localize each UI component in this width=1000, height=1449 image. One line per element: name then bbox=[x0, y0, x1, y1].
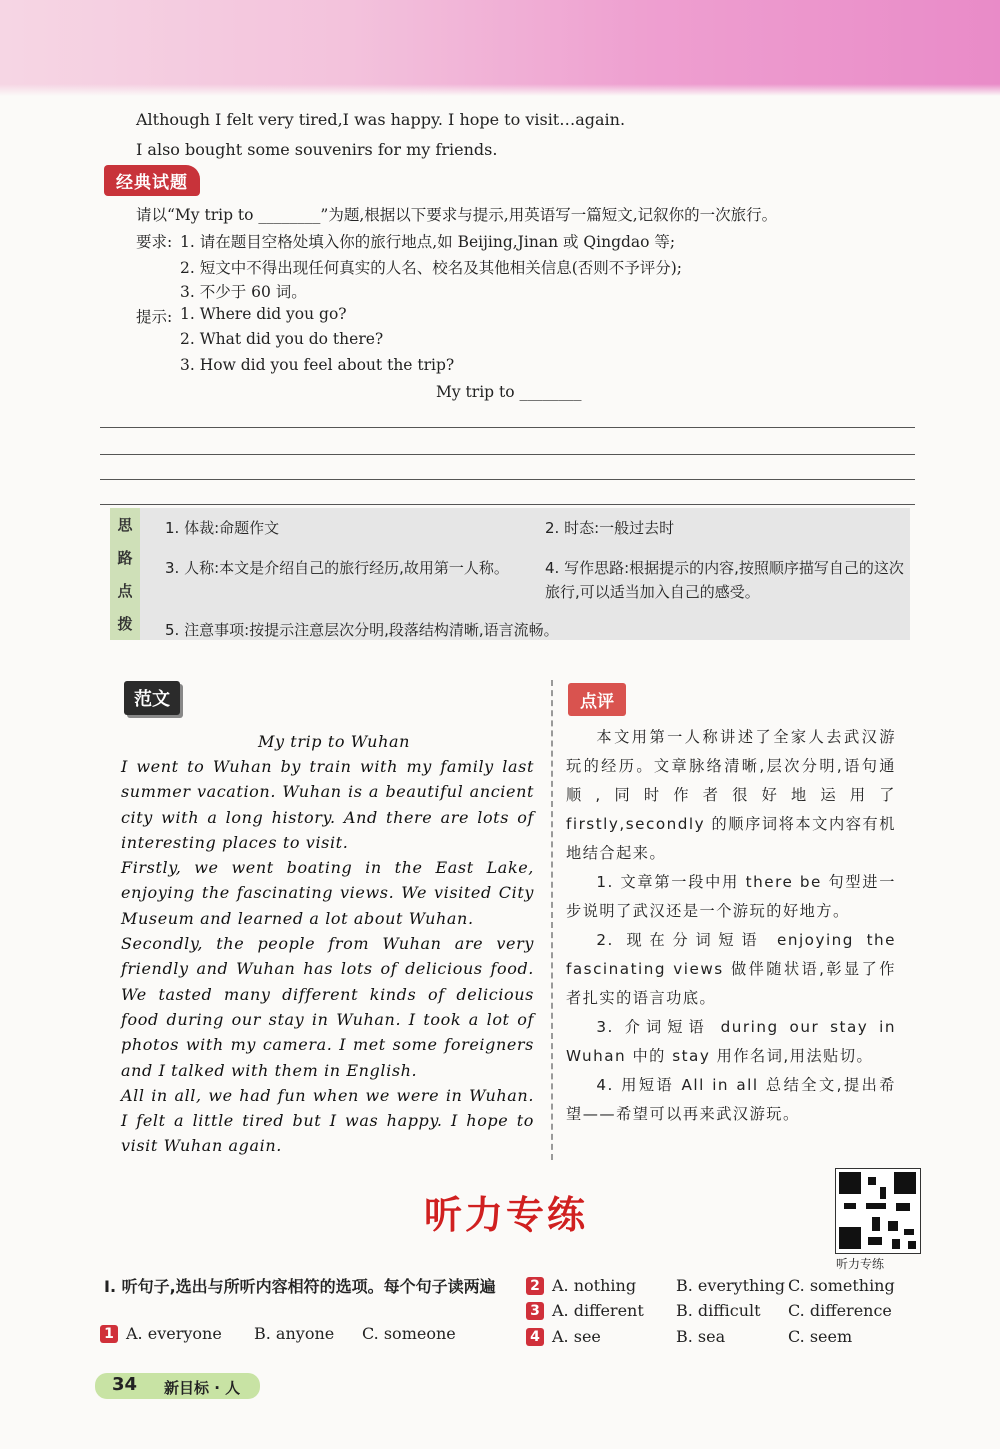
column-divider bbox=[551, 680, 553, 1160]
question-number: 4 bbox=[526, 1328, 544, 1346]
tips-side-label bbox=[110, 508, 140, 640]
option-1a[interactable]: A. everyone bbox=[126, 1324, 222, 1343]
qr-code[interactable] bbox=[835, 1168, 921, 1254]
option-3c[interactable]: C. difference bbox=[788, 1301, 892, 1320]
hint-2: 2. What did you do there? bbox=[180, 330, 384, 348]
question-2 bbox=[526, 1275, 548, 1295]
header-line-1: Although I felt very tired,I was happy. I hope to visit…again. bbox=[136, 110, 626, 129]
option-1b[interactable]: B. anyone bbox=[254, 1324, 335, 1343]
model-paragraph: I went to Wuhan by train with my family last summer vacation. Wuhan is a beautiful ancient city with a long history. And there are lots of interesting places to visit. bbox=[121, 757, 534, 852]
writing-line-4 bbox=[100, 504, 915, 505]
hint-1: 1. Where did you go? bbox=[180, 305, 347, 323]
exercise-tag: 经典试题 bbox=[104, 165, 200, 196]
question-number: 3 bbox=[526, 1302, 544, 1320]
question-3 bbox=[526, 1300, 548, 1320]
model-essay-tag: 范文 bbox=[124, 681, 180, 715]
option-2c[interactable]: C. something bbox=[788, 1276, 895, 1295]
option-4a[interactable]: A. see bbox=[552, 1327, 601, 1346]
tips-side-char: 点 bbox=[117, 582, 133, 600]
option-3a[interactable]: A. different bbox=[552, 1301, 644, 1320]
comment-paragraph: 1. 文章第一段中用 there be 句型进一步说明了武汉还是一个游玩的好地方。 bbox=[566, 873, 896, 920]
book-name: 新目标 · 人 bbox=[164, 1379, 241, 1397]
option-3b[interactable]: B. difficult bbox=[676, 1301, 761, 1320]
model-essay-title: My trip to Wuhan bbox=[258, 732, 411, 751]
comment-paragraph: 本文用第一人称讲述了全家人去武汉游玩的经历。文章脉络清晰,层次分明,语句通顺,同时作者很好地运用了 firstly,secondly 的顺序词将本文内容有机地结合起来。 bbox=[566, 728, 896, 862]
question-4 bbox=[526, 1326, 548, 1346]
qr-caption: 听力专练 bbox=[836, 1257, 885, 1271]
tip-4: 4. 写作思路:根据提示的内容,按照顺序描写自己的这次旅行,可以适当加入自己的感受。 bbox=[545, 559, 904, 601]
model-paragraph: Secondly, the people from Wuhan are very friendly and Wuhan has lots of delicious food. We tasted many different kinds of delicious food during our stay in Wuhan. I took a lot of photos with my camera. I met some foreigners and I talked with them in English. bbox=[121, 934, 534, 1080]
model-paragraph: Firstly, we went boating in the East Lake, enjoying the fascinating views. We visited City Museum and learned a lot about Wuhan. bbox=[121, 858, 534, 928]
listening-instruction: Ⅰ. 听句子,选出与所听内容相符的选项。每个句子读两遍 bbox=[104, 1277, 496, 1296]
option-2a[interactable]: A. nothing bbox=[552, 1276, 637, 1295]
requirement-3: 3. 不少于 60 词。 bbox=[180, 283, 307, 301]
essay-title-blank: My trip to ________ bbox=[436, 383, 582, 401]
model-paragraph: All in all, we had fun when we were in Wuhan. I felt a little tired but I was happy. I hope to visit Wuhan again. bbox=[121, 1085, 534, 1156]
writing-line-1 bbox=[100, 427, 915, 428]
requirement-1: 1. 请在题目空格处填入你的旅行地点,如 Beijing,Jinan 或 Qingdao 等; bbox=[180, 233, 676, 251]
tips-side-char: 思 bbox=[117, 516, 133, 534]
comment-paragraph: 3. 介词短语 during our stay in Wuhan 中的 stay 用作名词,用法贴切。 bbox=[566, 1018, 896, 1065]
option-4b[interactable]: B. sea bbox=[676, 1327, 726, 1346]
comment-tag: 点评 bbox=[568, 683, 626, 716]
page-number: 34 bbox=[112, 1374, 138, 1395]
tips-side-char: 拨 bbox=[117, 615, 133, 633]
writing-line-3 bbox=[100, 479, 915, 480]
question-1 bbox=[100, 1323, 122, 1343]
listening-title: 听力专练 bbox=[424, 1193, 589, 1237]
question-number: 2 bbox=[526, 1277, 544, 1295]
requirements-label: 要求: bbox=[136, 233, 173, 251]
comment-paragraph: 4. 用短语 All in all 总结全文,提出希望——希望可以再来武汉游玩。 bbox=[566, 1076, 896, 1123]
option-1c[interactable]: C. someone bbox=[362, 1324, 456, 1343]
tip-5: 5. 注意事项:按提示注意层次分明,段落结构清晰,语言流畅。 bbox=[165, 621, 559, 639]
tip-3: 3. 人称:本文是介绍自己的旅行经历,故用第一人称。 bbox=[165, 559, 509, 577]
question-number: 1 bbox=[100, 1325, 118, 1343]
hints-label: 提示: bbox=[136, 308, 173, 326]
comment-body bbox=[566, 723, 896, 1129]
requirement-2: 2. 短文中不得出现任何真实的人名、校名及其他相关信息(否则不予评分); bbox=[180, 259, 683, 277]
header-line-2: I also bought some souvenirs for my friends. bbox=[136, 140, 498, 159]
top-banner bbox=[0, 0, 1000, 96]
option-4c[interactable]: C. seem bbox=[788, 1327, 853, 1346]
tip-2: 2. 时态:一般过去时 bbox=[545, 519, 675, 537]
hint-3: 3. How did you feel about the trip? bbox=[180, 356, 455, 374]
tips-side-char: 路 bbox=[117, 549, 133, 567]
tip-1: 1. 体裁:命题作文 bbox=[165, 519, 280, 537]
writing-line-2 bbox=[100, 454, 915, 455]
model-essay-body bbox=[121, 754, 534, 1159]
exercise-prompt: 请以“My trip to ________”为题,根据以下要求与提示,用英语写一篇短文,记叙你的一次旅行。 bbox=[136, 206, 778, 224]
comment-paragraph: 2. 现在分词短语 enjoying the fascinating views 做伴随状语,彰显了作者扎实的语言功底。 bbox=[566, 931, 896, 1007]
option-2b[interactable]: B. everything bbox=[676, 1276, 785, 1295]
